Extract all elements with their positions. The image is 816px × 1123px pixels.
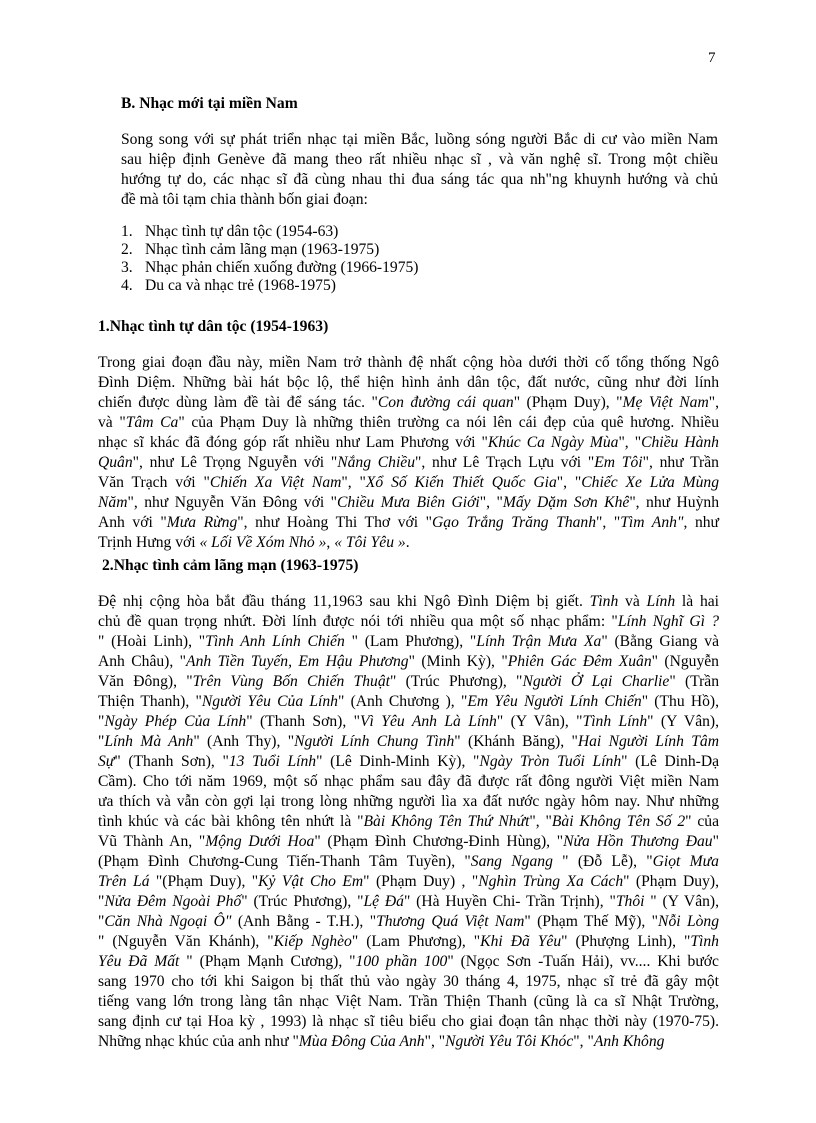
song-title: Tình (589, 593, 619, 610)
song-title: Khi Đã Yêu (480, 933, 562, 950)
text-run: Cầm). Cho tới năm 1969, một số nhạc phẩm sau đây đã được rất đông người Việt miền Nam (98, 773, 719, 790)
text-run: Văn Đông), " (98, 673, 193, 690)
text-run: ", như Lê Trọng Nguyễn với " (132, 454, 338, 471)
text-run: sang định cư tại Hoa kỳ , 1993) là nhạc sĩ tiêu biểu cho giai đoạn tân nhạc thời này (1970-75). (98, 1013, 719, 1030)
text-run: , (326, 534, 335, 551)
list-item (121, 277, 419, 295)
song-title: Chiếc Xe Lửa Mùng (581, 474, 720, 491)
text-run: " (Hoài Linh), " (98, 633, 206, 650)
text-run: " (98, 893, 105, 910)
song-title: Phiên Gác Đêm Xuân (507, 653, 652, 670)
text-run: " (98, 733, 105, 750)
text-run: Anh Châu), " (98, 653, 187, 670)
text-run: ", " (424, 1033, 446, 1050)
song-title: Em Yêu Người Lính Chiến (467, 693, 642, 710)
text-run: "(Phạm Duy), " (149, 873, 259, 890)
text-run: " (Lam Phương), " (344, 633, 477, 650)
song-title: Yêu Đã Mất (98, 953, 180, 970)
song-title: Con đường cái quan (377, 394, 514, 411)
text-run: ", " (618, 434, 642, 451)
song-title: Khúc Ca Ngày Mùa (487, 434, 619, 451)
song-title: Thôi (615, 893, 645, 910)
text-run: " (Trúc Phương), " (241, 893, 364, 910)
text-run: (Anh Bằng - T.H.), " (231, 913, 377, 930)
text-run: " (Thanh Sơn), " (114, 753, 229, 770)
song-title: Sự (98, 753, 115, 770)
text-run: ", " (479, 494, 503, 511)
song-title: Nửa Hồn Thương Đau (563, 833, 713, 850)
text-run: , như (683, 514, 719, 531)
text-run: " (Trần (669, 673, 720, 690)
song-title: Tìm Anh" (620, 514, 684, 531)
song-title: Lính (646, 593, 676, 610)
text-run: " (Đỗ Lễ), " (552, 853, 653, 870)
song-title: Người Lính Chung Tình (294, 733, 455, 750)
text-line (98, 912, 719, 932)
text-line (98, 852, 719, 872)
text-line (98, 413, 719, 433)
song-title: Lính Mà Anh (104, 733, 194, 750)
text-line (98, 752, 719, 772)
text-run: ", " (529, 813, 552, 830)
periods-list (121, 223, 419, 295)
text-run: " (Nguyễn Văn Khánh), " (98, 933, 274, 950)
song-title: Ngày Phép Của Lính (104, 713, 247, 730)
song-title: Chiến Xa Việt Nam (209, 474, 342, 491)
text-line (98, 692, 719, 712)
text-run: " (Thanh Sơn), " (246, 713, 361, 730)
text-run: " (Phạm Thế Mỹ), " (524, 913, 659, 930)
song-title: Mưa Rừng (166, 514, 238, 531)
text-run: " (Phạm Duy) , " (363, 873, 479, 890)
song-title: Người Yêu Tôi Khóc (445, 1033, 574, 1050)
text-run: " của Phạm Duy là những thiên trường ca nói lên cái đẹp của quê hương. Nhiều (178, 414, 719, 431)
text-line (98, 952, 719, 972)
text-line (98, 632, 719, 652)
text-run: " (Ngọc Sơn -Tuấn Hải), vv.... Khi bước (447, 953, 719, 970)
text-line (98, 972, 719, 992)
song-title: Chiều Hành (641, 434, 719, 451)
text-line (98, 872, 719, 892)
text-run: " (Phạm Duy), (623, 873, 719, 890)
song-title: Lính Nghĩ Gì ? (617, 613, 720, 630)
text-line (98, 792, 719, 812)
text-run: ", (708, 394, 720, 411)
text-run: tình khúc và các bài không tên nhứt là " (98, 813, 364, 830)
text-line (98, 1032, 719, 1052)
list-label: Nhạc tình tự dân tộc (1954-63) (145, 223, 339, 240)
text-run: và (618, 593, 647, 610)
song-title: Xổ Số Kiến Thiết Quốc Gia (365, 474, 557, 491)
text-line (98, 493, 719, 513)
text-run: Văn Trạch với " (98, 474, 210, 491)
song-title: Tình Lính (582, 713, 648, 730)
intro-line: Song song với sự phát triển nhạc tại miền Bắc, luồng sóng người Bắc di cư vào miền Nam (121, 131, 718, 148)
song-title: 100 phần 100 (355, 953, 448, 970)
text-run: Đệ nhị cộng hòa bắt đầu tháng 11,1963 sau khi Ngô Đình Diệm bị giết. (98, 593, 590, 610)
text-run: " (98, 713, 105, 730)
song-title: « Lối Về Xóm Nhỏ » (199, 534, 327, 551)
text-run: " (Minh Kỳ), " (408, 653, 508, 670)
text-run: Những nhạc khúc của anh như " (98, 1033, 299, 1050)
text-run: " (Y Vân), " (496, 713, 583, 730)
song-title: Nắng Chiều (337, 454, 416, 471)
text-line (98, 712, 719, 732)
text-run: nhạc sĩ khác đã đóng góp rất nhiều như Lam Phương với " (98, 434, 488, 451)
text-run: và " (98, 414, 126, 431)
text-run: chủ đề quan trọng nhứt. Đời lính được nói tới nhiều qua một số nhạc phẩm: " (98, 613, 618, 630)
song-title: 13 Tuổi Lính (228, 753, 317, 770)
song-title: Nỗi Lòng (658, 913, 720, 930)
text-run: Anh với " (98, 514, 167, 531)
text-run: " của (685, 813, 719, 830)
song-title: Tâm Ca (125, 414, 179, 431)
song-title: Gạo Trắng Trăng Thanh (432, 514, 597, 531)
text-run: " (Y Vân), (647, 713, 720, 730)
text-line (98, 992, 719, 1012)
text-run: " (Khánh Băng), " (454, 733, 578, 750)
song-title: Mùa Đông Của Anh (298, 1033, 425, 1050)
song-title: Mộng Dưới Hoa (205, 833, 315, 850)
text-line (98, 612, 719, 632)
text-line (98, 932, 719, 952)
song-title: Lệ Đá (363, 893, 404, 910)
song-title: Kỷ Vật Cho Em (258, 873, 364, 890)
text-run: ", " (573, 1033, 594, 1050)
text-run: ", " (556, 474, 582, 491)
text-run: Trong giai đoạn đầu này, miền Nam trở thành đệ nhất cộng hòa dưới thời cố tổng thống Ngô (98, 354, 719, 371)
list-number: 1. (121, 223, 133, 240)
text-run: " (Y Vân), (644, 893, 719, 910)
section-2-heading: 2.Nhạc tình cảm lãng mạn (1963-1975) (102, 557, 359, 574)
song-title: Vì Yêu Anh Là Lính (360, 713, 497, 730)
song-title: Năm (98, 494, 128, 511)
text-run: " (Anh Chương ), " (337, 693, 468, 710)
text-run: " (98, 913, 105, 930)
text-run: ", như Huỳnh (629, 494, 719, 511)
section-2-paragraph (98, 592, 719, 1052)
song-title: Nửa Đêm Ngoài Phố (104, 893, 242, 910)
section-1-heading: 1.Nhạc tình tự dân tộc (1954-1963) (98, 318, 329, 335)
text-run: ", như Hoàng Thi Thơ với " (237, 514, 433, 531)
text-line (98, 652, 719, 672)
song-title: Mấy Dặm Sơn Khê (502, 494, 630, 511)
text-run: chiến được dùng làm đề tài để sáng tác. " (98, 394, 378, 411)
song-title: « Tôi Yêu » (334, 534, 406, 551)
text-run: " (Hà Huyền Chi- Trần Trịnh), " (403, 893, 616, 910)
text-run: ưa thích và vẫn còn gợi lại trong lòng những người lìa xa đất nước ngày hôm nay. Như những (98, 793, 719, 810)
text-run: ", như Nguyễn Văn Đông với " (127, 494, 338, 511)
text-run: Thiện Thanh), " (98, 693, 202, 710)
text-run: ", " (596, 514, 621, 531)
song-title: Lính Trận Mưa Xa (476, 633, 602, 650)
text-run: tiếng vang lớn trong làng tân nhạc Việt Nam. Trần Thiện Thanh (cũng là ca sĩ Nhật Trường, (98, 993, 719, 1010)
list-label: Nhạc tình cảm lãng mạn (1963-1975) (145, 241, 380, 258)
page-number: 7 (708, 50, 716, 66)
text-run: " (Trúc Phương), " (389, 673, 523, 690)
text-run: sang 1970 cho tới khi Saigon bị thất thủ vào ngày 30 tháng 4, 1975, nhạc sĩ trẻ đã gây một (98, 973, 719, 990)
song-title: Bài Không Tên Thứ Nhứt (363, 813, 530, 830)
text-run: " (Lam Phương), " (351, 933, 481, 950)
list-item (121, 259, 419, 277)
song-title: Anh Không (593, 1033, 665, 1050)
song-title: Tình Anh Lính Chiến (205, 633, 345, 650)
text-run: Trịnh Hưng với (98, 534, 200, 551)
text-run: Vũ Thành An, " (98, 833, 206, 850)
section-b-intro (121, 130, 718, 210)
text-line (98, 433, 719, 453)
text-run: Đình Diệm. Những bài hát bộc lộ, thể hiện hình ảnh dân tộc, đất nước, cũng như đời lính (98, 374, 719, 391)
text-line (98, 353, 719, 373)
text-line (98, 533, 719, 553)
text-run: " (Phạm Duy), " (513, 394, 623, 411)
intro-line: sau hiệp định Genève đã mang theo rất nhiều nhạc sĩ , và văn nghệ sĩ. Trong một chiều (121, 151, 718, 168)
intro-line: hướng tự do, các nhạc sĩ đã cùng nhau thi đua sáng tác qua nh"ng khuynh hướng và chủ (121, 171, 718, 188)
song-title: Anh Tiền Tuyến, Em Hậu Phương (186, 653, 409, 670)
song-title: Quân (98, 454, 133, 471)
list-number: 3. (121, 259, 133, 276)
text-run: " (Bằng Giang và (601, 633, 719, 650)
text-run: " (Phượng Linh), " (561, 933, 691, 950)
text-run: ", " (341, 474, 366, 491)
text-line (98, 513, 719, 533)
song-title: Giọt Mưa (652, 853, 719, 870)
song-title: Em Tôi (594, 454, 643, 471)
text-run: . (405, 534, 410, 551)
song-title: Nghìn Trùng Xa Cách (478, 873, 624, 890)
list-label: Du ca và nhạc trẻ (1968-1975) (145, 277, 336, 294)
song-title: Trên Lá (98, 873, 150, 890)
text-run: ", như Trần (642, 454, 719, 471)
text-run: " (Lê Dinh-Minh Kỳ), " (316, 753, 480, 770)
song-title: Người Ở Lại Charlie (522, 673, 670, 690)
list-number: 2. (121, 241, 133, 258)
text-line (98, 1012, 719, 1032)
intro-line: đề mà tôi tạm chia thành bốn giai đoạn: (121, 191, 368, 208)
song-title: Kiếp Nghèo (273, 933, 352, 950)
text-line (98, 812, 719, 832)
text-line (98, 892, 719, 912)
text-run: " (712, 833, 719, 850)
text-line (98, 393, 719, 413)
section-1-paragraph (98, 353, 719, 553)
text-run: " (Lê Dinh-Dạ (621, 753, 720, 770)
text-run: " (Anh Thy), " (193, 733, 295, 750)
song-title: Ngày Tròn Tuổi Lính (479, 753, 622, 770)
song-title: Trên Vùng Bốn Chiến Thuật (192, 673, 390, 690)
list-number: 4. (121, 277, 133, 294)
song-title: Người Yêu Của Lính (201, 693, 338, 710)
text-line (98, 732, 719, 752)
song-title: Thương Quá Việt Nam (376, 913, 525, 930)
text-run: " (Thu Hồ), (641, 693, 720, 710)
text-run: " (Nguyễn (651, 653, 719, 670)
song-title: Mẹ Việt Nam (622, 394, 709, 411)
song-title: Sang Ngang (470, 853, 553, 870)
list-item (121, 223, 419, 241)
list-label: Nhạc phản chiến xuống đường (1966-1975) (145, 259, 419, 276)
text-run: ", như Lê Trạch Lựu với " (415, 454, 595, 471)
song-title: Chiều Mưa Biên Giới (337, 494, 480, 511)
section-b-heading: B. Nhạc mới tại miền Nam (121, 95, 298, 112)
text-run: " (Phạm Đình Chương-Đinh Hùng), " (314, 833, 564, 850)
song-title: Tình (690, 933, 719, 950)
text-line (98, 772, 719, 792)
text-run: (Phạm Đình Chương-Cung Tiến-Thanh Tâm Tuyền), " (98, 853, 471, 870)
list-item (121, 241, 419, 259)
text-line (98, 473, 719, 493)
text-run: " (Phạm Mạnh Cương), " (179, 953, 356, 970)
text-line (98, 592, 719, 612)
text-line (98, 453, 719, 473)
song-title: Hai Người Lính Tâm (577, 733, 719, 750)
song-title: Bài Không Tên Số 2 (551, 813, 686, 830)
text-line (98, 832, 719, 852)
text-line (98, 672, 719, 692)
song-title: Căn Nhà Ngoại Ô" (104, 913, 232, 930)
text-run: là hai (675, 593, 719, 610)
text-line (98, 373, 719, 393)
